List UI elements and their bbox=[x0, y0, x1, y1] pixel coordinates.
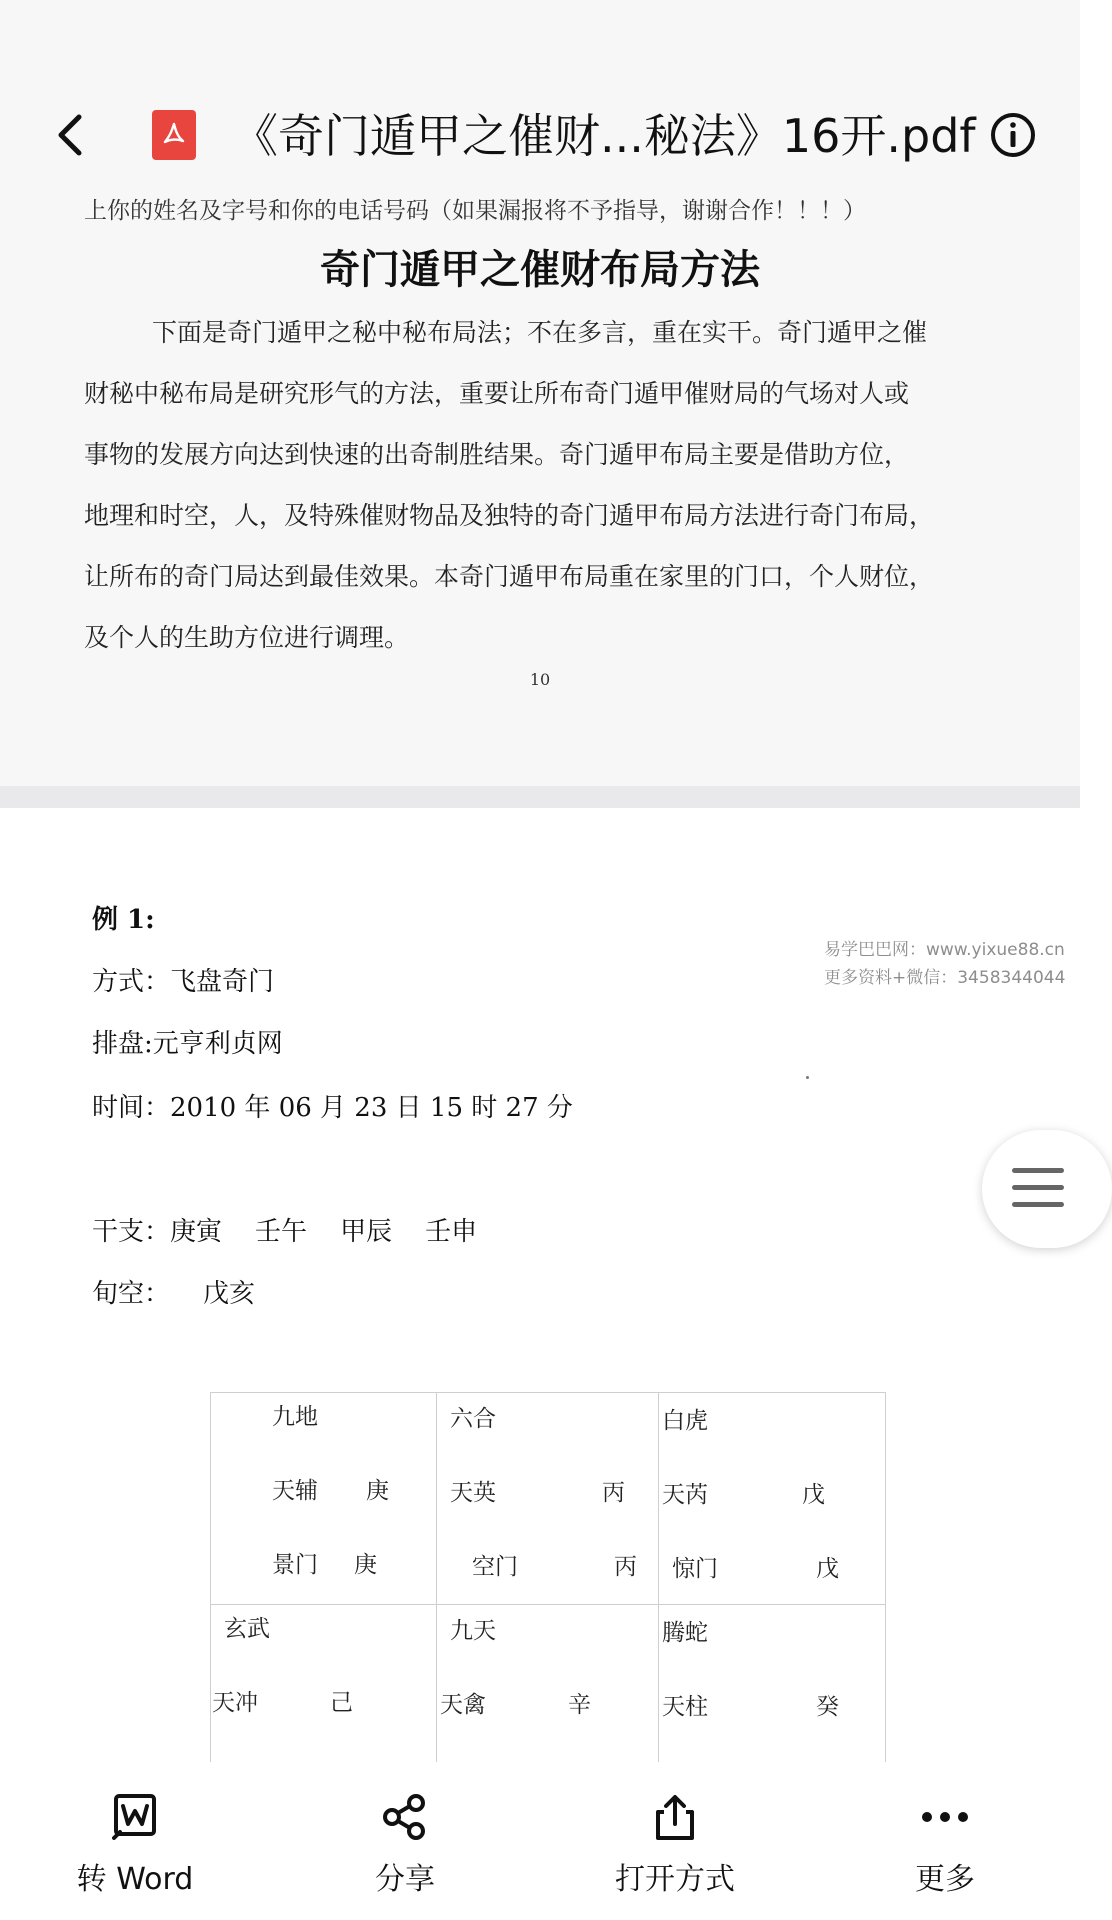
toolbar-label: 打开方式 bbox=[615, 1862, 735, 1897]
grid-cell-deity: 九天 bbox=[450, 1618, 496, 1644]
section-heading: 奇门遁甲之催财布局方法 bbox=[320, 247, 760, 293]
scan-speck bbox=[806, 1076, 809, 1079]
info-circle-icon bbox=[988, 110, 1038, 160]
qimen-chart-grid bbox=[210, 1392, 886, 1773]
open-with-button[interactable] bbox=[565, 1762, 785, 1920]
grid-line bbox=[210, 1392, 211, 1772]
chevron-left-icon bbox=[53, 111, 87, 159]
method-line: 方式：飞盘奇门 bbox=[92, 967, 275, 997]
grid-cell-star: 天禽 bbox=[440, 1692, 486, 1718]
floating-menu-button[interactable] bbox=[982, 1130, 1112, 1248]
grid-cell-star: 天冲 bbox=[212, 1690, 258, 1716]
ganzhi-line: 干支：庚寅 壬午 甲辰 壬申 bbox=[92, 1217, 478, 1247]
grid-cell-star: 天芮 bbox=[662, 1482, 708, 1508]
grid-cell-door: 空门 bbox=[472, 1554, 518, 1580]
grid-cell-star: 天柱 bbox=[662, 1694, 708, 1720]
grid-cell-deity: 腾蛇 bbox=[662, 1620, 708, 1646]
grid-cell-door: 惊门 bbox=[672, 1556, 718, 1582]
paragraph-line: 让所布的奇门局达到最佳效果。本奇门遁甲布局重在家里的门口，个人财位， bbox=[84, 562, 935, 591]
toolbar-label: 转 Word bbox=[76, 1862, 194, 1897]
watermark-line: 更多资料+微信：3458344044 bbox=[824, 968, 1066, 988]
toolbar-label: 分享 bbox=[375, 1862, 435, 1897]
toolbar-label: 更多 bbox=[915, 1862, 975, 1897]
grid-cell-stem: 辛 bbox=[568, 1692, 591, 1718]
grid-cell-star: 天辅 bbox=[272, 1478, 318, 1504]
bottom-toolbar bbox=[0, 1762, 1080, 1920]
grid-line bbox=[436, 1392, 437, 1772]
grid-line bbox=[885, 1392, 886, 1772]
document-title: 《奇门遁甲之催财...秘法》16开.pdf bbox=[232, 109, 976, 163]
grid-cell-stem: 庚 bbox=[354, 1552, 377, 1578]
share-button[interactable] bbox=[295, 1762, 515, 1920]
back-button[interactable] bbox=[40, 100, 100, 170]
grid-cell-stem: 庚 bbox=[366, 1478, 389, 1504]
paragraph-line: 财秘中秘布局是研究形气的方法，重要让所布奇门遁甲催财局的气场对人或 bbox=[84, 379, 910, 408]
share-nodes-icon bbox=[380, 1792, 430, 1842]
grid-cell-deity: 白虎 bbox=[662, 1408, 708, 1434]
body-paragraph bbox=[84, 302, 984, 668]
grid-cell-deity: 九地 bbox=[272, 1404, 318, 1430]
grid-cell-deity: 玄武 bbox=[224, 1616, 270, 1642]
more-button[interactable] bbox=[835, 1762, 1055, 1920]
paragraph-line: 及个人的生助方位进行调理。 bbox=[84, 623, 410, 652]
convert-to-word-button[interactable] bbox=[25, 1762, 245, 1920]
grid-line bbox=[210, 1604, 886, 1605]
grid-cell-stem: 癸 bbox=[816, 1694, 839, 1720]
open-with-icon bbox=[650, 1792, 700, 1842]
paragraph-line: 地理和时空，人，及特殊催财物品及独特的奇门遁甲布局方法进行奇门布局， bbox=[84, 501, 935, 530]
paragraph-line: 下面是奇门遁甲之秘中秘布局法；不在多言，重在实干。奇门遁甲之催 bbox=[152, 318, 928, 347]
pdf-page-11 bbox=[0, 808, 1080, 1762]
grid-cell-deity: 六合 bbox=[450, 1406, 496, 1432]
paragraph-line: 事物的发展方向达到快速的出奇制胜结果。奇门遁甲布局主要是借助方位， bbox=[84, 440, 910, 469]
time-line: 时间：2010 年 06 月 23 日 15 时 27 分 bbox=[92, 1093, 573, 1123]
chart-source-line: 排盘:元亨利贞网 bbox=[92, 1029, 283, 1059]
clipped-text-line: 上你的姓名及字号和你的电话号码（如果漏报将不予指导，谢谢合作！！！） bbox=[84, 198, 866, 224]
word-convert-icon bbox=[110, 1792, 160, 1842]
xunkong-line: 旬空： 戊亥 bbox=[92, 1279, 256, 1309]
page-number: 10 bbox=[529, 670, 551, 689]
example-label: 例 1: bbox=[92, 905, 155, 935]
watermark bbox=[824, 936, 1064, 992]
pdf-page-10 bbox=[0, 198, 1080, 786]
grid-cell-stem: 戊 bbox=[802, 1482, 825, 1508]
grid-line bbox=[658, 1392, 659, 1772]
watermark-line: 易学巴巴网：www.yixue88.cn bbox=[824, 940, 1065, 960]
top-app-bar bbox=[0, 0, 1080, 212]
hamburger-menu-icon bbox=[1012, 1168, 1064, 1208]
page-separator bbox=[0, 786, 1080, 808]
grid-cell-door: 景门 bbox=[272, 1552, 318, 1578]
grid-cell-stem: 丙 bbox=[614, 1554, 637, 1580]
grid-cell-star: 天英 bbox=[450, 1480, 496, 1506]
info-button[interactable] bbox=[988, 110, 1038, 160]
pdf-file-icon bbox=[152, 110, 196, 160]
more-dots-icon bbox=[920, 1792, 970, 1842]
grid-cell-stem: 己 bbox=[330, 1690, 353, 1716]
grid-cell-stem: 丙 bbox=[602, 1480, 625, 1506]
grid-cell-stem: 戊 bbox=[816, 1556, 839, 1582]
